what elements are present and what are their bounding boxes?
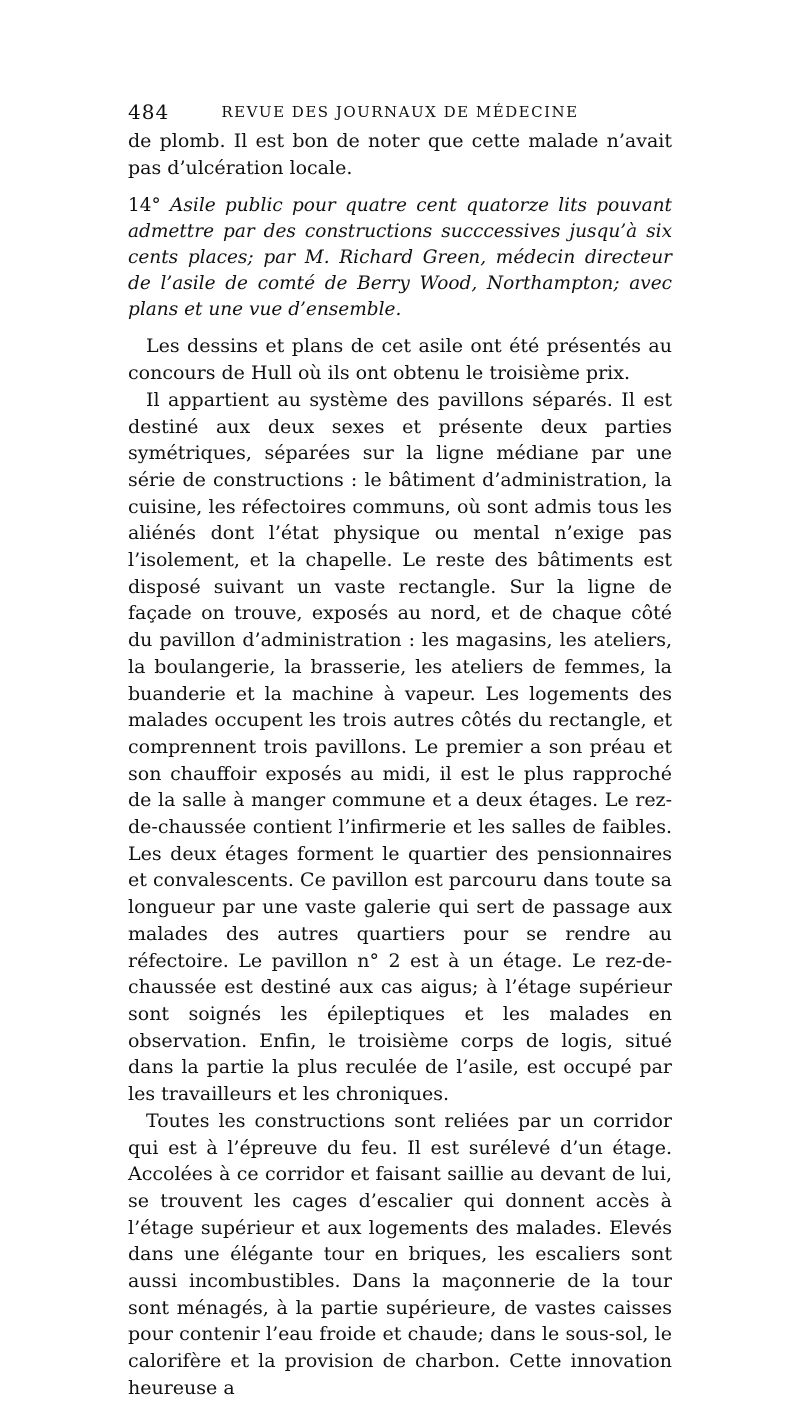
- section-title: Asile public pour quatre cent quatorze lits pouvant admettre par des constructions succcessives jusqu’à six cents places; par: [128, 195, 672, 269]
- section-number: 14°: [128, 195, 161, 217]
- paragraph: Toutes les constructions sont reliées par un corridor qui est à l’épreuve du feu. Il est surélevé d’un étage. Accolées à ce corridor et faisant saillie au devant de lui, se trouvent les cages d’escalier qui donnent accès à l’étage supérieur et aux logements des malades. Elevés dans une élégante tour en briques, les escaliers sont aussi incombustibles. Dans la maçonnerie de la tour sont ménagés, à la partie supérieure, de vastes caisses pour contenir l’eau froide et chaude; dans le sous-sol, le calorifère et la provision de charbon. Cette innovation heureuse a: [128, 1109, 672, 1399]
- running-title: REVUE DES JOURNAUX DE MÉDECINE: [221, 103, 579, 121]
- paragraph: Il appartient au système des pavillons séparés. Il est destiné aux deux sexes et présente deux parties symétriques, séparées sur la ligne médiane par une série de constructions : le bâtiment d’administration, la cuisine, les réfectoires communs, où sont admis tous les aliénés dont l’état physique ou mental n’exige pas l’isolement, et la chapelle. Le reste des bâtiments est disposé suivant un vaste rectangle. Sur la ligne de façade on trouve, exposés au nord, et de chaque côté du pavillon d’administration : les magasins, les ateliers, la boulangerie, la brasserie, les ateliers de femmes, la buanderie et la machine à vapeur. Les logements des malades occupent les trois autres côtés du rectangle, et comprennent trois pavillons. Le premier a son préau et son chauffoir exposés au midi, il est le plus rapproché de la salle à manger commune et a deux étages. Le rez-de-chaussée contient l’infirmerie et les salles de faibles. Les deux étages forment le quartier des pensionnaires et convalescents. Ce pavillon est parcouru dans toute sa longueur par une vaste galerie qui sert de passage aux malades des autres quartiers pour se rendre au réfectoire. Le pavillon n° 2 est à un étage. Le rez-de-chaussée est destiné aux cas aigus; à l’étage supérieur sont soignés les épileptiques et les malades en observation. Enfin, le troisième corps de logis, situé dans la partie la plus reculée de l’asile, est occupé par les travailleurs et les chroniques.: [128, 388, 672, 1106]
- running-head: [128, 100, 672, 130]
- paragraph-continuation: de plomb. Il est bon de noter que cette malade n’avait pas d’ulcération locale.: [128, 130, 672, 179]
- paragraph: Les dessins et plans de cet asile ont été présentés au concours de Hull où ils ont obtenu le troisième prix.: [128, 335, 672, 385]
- section-heading: [128, 193, 672, 323]
- section-author: M. Richard Green, médecin directeur de l’asile de comté de Berry Wood, Northampton; avec plans et une vue d’ensemble.: [128, 247, 672, 321]
- text-block: [128, 128, 672, 1402]
- page-number: 484: [128, 100, 170, 124]
